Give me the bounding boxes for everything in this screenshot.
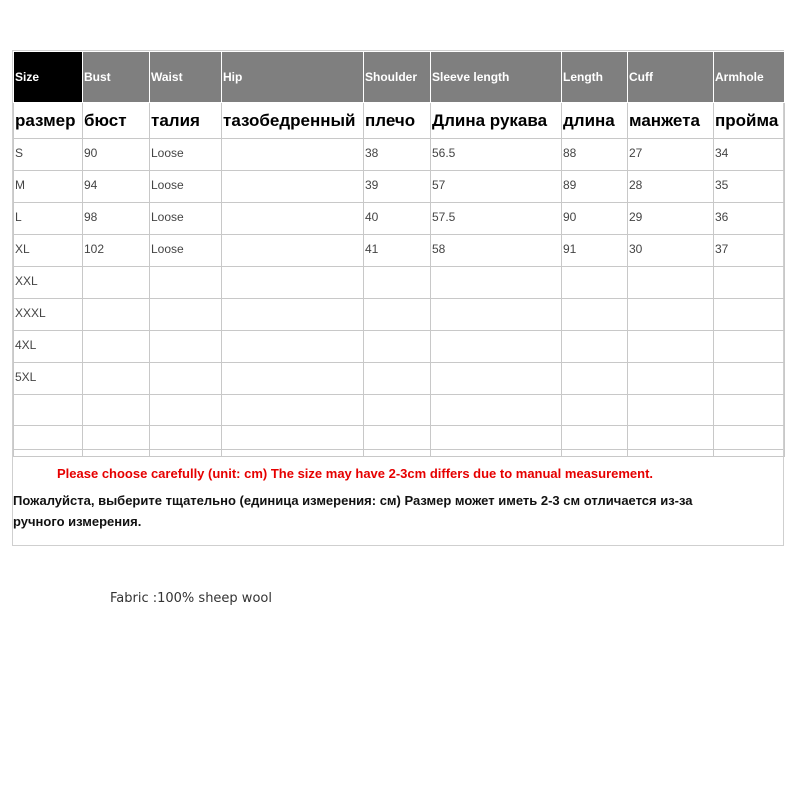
table-row-cell xyxy=(83,331,150,363)
table-row-cell: 30 xyxy=(628,235,714,267)
table-row-cell: 41 xyxy=(364,235,431,267)
header-row-ru-cell: пройма xyxy=(714,103,785,139)
table-row-cell xyxy=(222,363,364,395)
header-row-cell: Shoulder xyxy=(364,52,431,103)
header-row-ru-cell: талия xyxy=(150,103,222,139)
table-row-cell xyxy=(714,331,785,363)
table-row-cell: 90 xyxy=(562,203,628,235)
table-row-cell xyxy=(222,235,364,267)
table-row-cell: 94 xyxy=(83,171,150,203)
table-row-cell xyxy=(222,203,364,235)
table-row-cell xyxy=(431,267,562,299)
table-row-cell xyxy=(431,395,562,426)
table-row-cell: Loose xyxy=(150,203,222,235)
table-row-cell xyxy=(714,267,785,299)
table-row-cell xyxy=(364,363,431,395)
table-row-cell: 57 xyxy=(431,171,562,203)
note-english: Please choose carefully (unit: cm) The size may have 2-3cm differs due to manual measurement. xyxy=(57,466,654,481)
table-row-cell: L xyxy=(14,203,83,235)
table-row-cell xyxy=(714,395,785,426)
table-row-cell xyxy=(628,299,714,331)
table-row-cell xyxy=(714,363,785,395)
table-row-cell xyxy=(14,395,83,426)
table-row-cell: 89 xyxy=(562,171,628,203)
header-row-ru-cell: бюст xyxy=(83,103,150,139)
table-row-cell: 57.5 xyxy=(431,203,562,235)
header-row-cell: Sleeve length xyxy=(431,52,562,103)
table-row-cell xyxy=(150,363,222,395)
table-row-cell: 88 xyxy=(562,139,628,171)
header-row-ru-cell: размер xyxy=(14,103,83,139)
header-row-cell: Bust xyxy=(83,52,150,103)
table-row-cell: 5XL xyxy=(14,363,83,395)
table-row-cell: 58 xyxy=(431,235,562,267)
table-row-cell xyxy=(364,299,431,331)
table-row-cell: 36 xyxy=(714,203,785,235)
table-row xyxy=(14,235,785,267)
table-row xyxy=(14,267,785,299)
table-row-cell: 90 xyxy=(83,139,150,171)
header-row-cell: Armhole xyxy=(714,52,785,103)
table-row-cell xyxy=(562,363,628,395)
table-row-cell: Loose xyxy=(150,171,222,203)
size-chart xyxy=(12,50,784,546)
header-row-cell: Length xyxy=(562,52,628,103)
table-row-cell: 37 xyxy=(714,235,785,267)
table-row-cell: 102 xyxy=(83,235,150,267)
table-row-cell xyxy=(628,331,714,363)
table-row-cell xyxy=(222,299,364,331)
table-row-cell: 35 xyxy=(714,171,785,203)
header-row xyxy=(14,52,785,103)
table-row-cell xyxy=(562,331,628,363)
table-row-cell xyxy=(364,395,431,426)
table-row-cell xyxy=(364,267,431,299)
fabric-info: Fabric :100% sheep wool xyxy=(110,591,272,606)
table-row-cell xyxy=(83,267,150,299)
table-row-cell: XL xyxy=(14,235,83,267)
table-row-cell xyxy=(222,331,364,363)
table-row-cell: XXXL xyxy=(14,299,83,331)
table-row-cell xyxy=(628,267,714,299)
table-row-cell xyxy=(364,331,431,363)
table-row-cell: 91 xyxy=(562,235,628,267)
table-row-cell xyxy=(222,171,364,203)
table-row-cell: XXL xyxy=(14,267,83,299)
table-row-cell: 98 xyxy=(83,203,150,235)
table-row xyxy=(14,363,785,395)
table-row-cell: 28 xyxy=(628,171,714,203)
table-row-cell xyxy=(83,363,150,395)
note-russian: Пожалуйста, выберите тщательно (единица измерения: см) Размер может иметь 2-3 см отличается из-за ручного измерения. xyxy=(13,493,693,529)
table-row-cell xyxy=(431,331,562,363)
header-row-cell: Waist xyxy=(150,52,222,103)
table-row-cell xyxy=(83,299,150,331)
table-row-cell xyxy=(628,395,714,426)
table-row-cell: 39 xyxy=(364,171,431,203)
table-row xyxy=(14,395,785,426)
header-row-ru xyxy=(14,103,785,139)
table-row-cell: S xyxy=(14,139,83,171)
table-row-cell xyxy=(150,395,222,426)
table-row-cell xyxy=(150,331,222,363)
table-row-cell xyxy=(150,267,222,299)
table-row-cell xyxy=(628,363,714,395)
table-row xyxy=(14,171,785,203)
table-row-cell xyxy=(714,299,785,331)
table-row-cell xyxy=(562,299,628,331)
table-row-cell xyxy=(150,299,222,331)
table-row-cell xyxy=(222,139,364,171)
table-row-cell xyxy=(431,299,562,331)
table-row xyxy=(14,139,785,171)
header-row-cell: Cuff xyxy=(628,52,714,103)
table-row-cell xyxy=(562,395,628,426)
header-row-ru-cell: плечо xyxy=(364,103,431,139)
header-row-ru-cell: длина xyxy=(562,103,628,139)
header-row-ru-cell: Длина рукава xyxy=(431,103,562,139)
table-row-cell xyxy=(83,395,150,426)
table-row xyxy=(14,331,785,363)
table-row-cell xyxy=(431,363,562,395)
table-row-cell: 38 xyxy=(364,139,431,171)
table-row-cell: 4XL xyxy=(14,331,83,363)
header-row-cell: Size xyxy=(14,52,83,103)
table-row-cell xyxy=(222,395,364,426)
table-row-cell: 27 xyxy=(628,139,714,171)
table-row-cell xyxy=(222,267,364,299)
table-row-cell: 56.5 xyxy=(431,139,562,171)
table-row xyxy=(14,203,785,235)
header-row-ru-cell: манжета xyxy=(628,103,714,139)
table-row-cell: Loose xyxy=(150,139,222,171)
header-row-cell: Hip xyxy=(222,52,364,103)
table-row-cell xyxy=(562,267,628,299)
size-table xyxy=(13,51,785,457)
table-row-cell: 40 xyxy=(364,203,431,235)
header-row-ru-cell: тазобедренный xyxy=(222,103,364,139)
table-row xyxy=(14,299,785,331)
table-row-cell: 34 xyxy=(714,139,785,171)
table-row-cell: 29 xyxy=(628,203,714,235)
size-note xyxy=(13,449,783,545)
table-row-cell: M xyxy=(14,171,83,203)
table-row-cell: Loose xyxy=(150,235,222,267)
